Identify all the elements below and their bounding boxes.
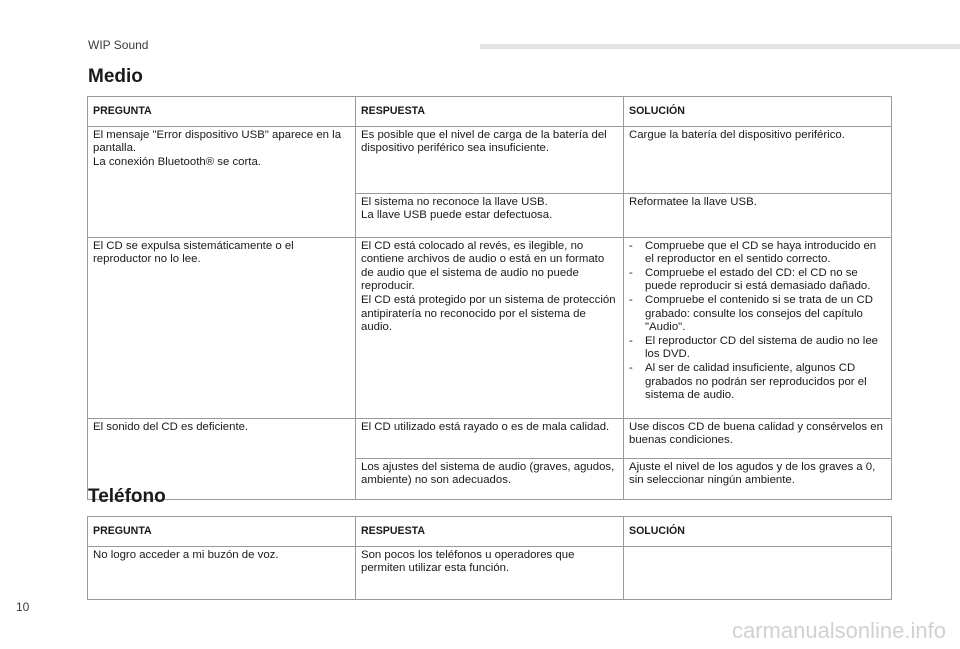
header-solucion: SOLUCIÓN [624,517,892,547]
solution-cell: Ajuste el nivel de los agudos y de los graves a 0, sin seleccionar ningún ambiente. [624,458,892,499]
telefono-title: Teléfono [88,486,166,507]
answer-cell: El CD está colocado al revés, es ilegible, no contiene archivos de audio o está en un formato de audio que el sistema de audio no puede reproducir. El CD está protegido por un sistema de protección antipiratería no reconocido por el sistema de audio. [356,237,624,418]
answer-cell: Es posible que el nivel de carga de la batería del dispositivo periférico sea insuficiente. [356,126,624,193]
list-item: - Compruebe el estado del CD: el CD no se puede reproducir si está demasiado dañado. [629,267,886,294]
answer-cell: El sistema no reconoce la llave USB. La llave USB puede estar defectuosa. [356,193,624,237]
answer-cell: Los ajustes del sistema de audio (graves, agudos, ambiente) no son adecuados. [356,458,624,499]
question-cell: El mensaje "Error dispositivo USB" aparece en la pantalla. La conexión Bluetooth® se corta. [88,126,356,237]
question-cell: No logro acceder a mi buzón de voz. [88,546,356,599]
table-row [88,418,892,458]
telefono-table [87,516,892,600]
list-item: - Al ser de calidad insuficiente, algunos CD grabados no podrán ser reproducidos por el sistema de audio. [629,362,886,403]
page-number: 10 [16,600,30,614]
question-cell: El sonido del CD es deficiente. [88,418,356,499]
medio-table [87,96,892,500]
solution-cell: Cargue la batería del dispositivo periférico. [624,126,892,193]
table-row [88,237,892,418]
list-item: - El reproductor CD del sistema de audio no lee los DVD. [629,335,886,362]
solution-cell [624,237,892,418]
section-header-label: WIP Sound [88,38,149,52]
header-pregunta: PREGUNTA [88,517,356,547]
question-cell: El CD se expulsa sistemáticamente o el reproductor no lo lee. [88,237,356,418]
header-respuesta: RESPUESTA [356,97,624,127]
header-bar [480,44,960,49]
list-item: - Compruebe que el CD se haya introducido en el reproductor en el sentido correcto. [629,240,886,267]
watermark: carmanualsonline.info [731,618,946,643]
table-row [88,546,892,599]
table-header-row [88,517,892,547]
list-item: - Compruebe el contenido si se trata de un CD grabado: consulte los consejos del capítulo "Audio". [629,294,886,335]
header-pregunta: PREGUNTA [88,97,356,127]
solution-cell: Reformatee la llave USB. [624,193,892,237]
table-row [88,126,892,193]
answer-cell: El CD utilizado está rayado o es de mala calidad. [356,418,624,458]
solution-cell [624,546,892,599]
header-respuesta: RESPUESTA [356,517,624,547]
medio-title: Medio [88,66,143,87]
table-header-row [88,97,892,127]
solution-list [629,240,886,403]
solution-cell: Use discos CD de buena calidad y consérvelos en buenas condiciones. [624,418,892,458]
header-solucion: SOLUCIÓN [624,97,892,127]
answer-cell: Son pocos los teléfonos u operadores que permiten utilizar esta función. [356,546,624,599]
